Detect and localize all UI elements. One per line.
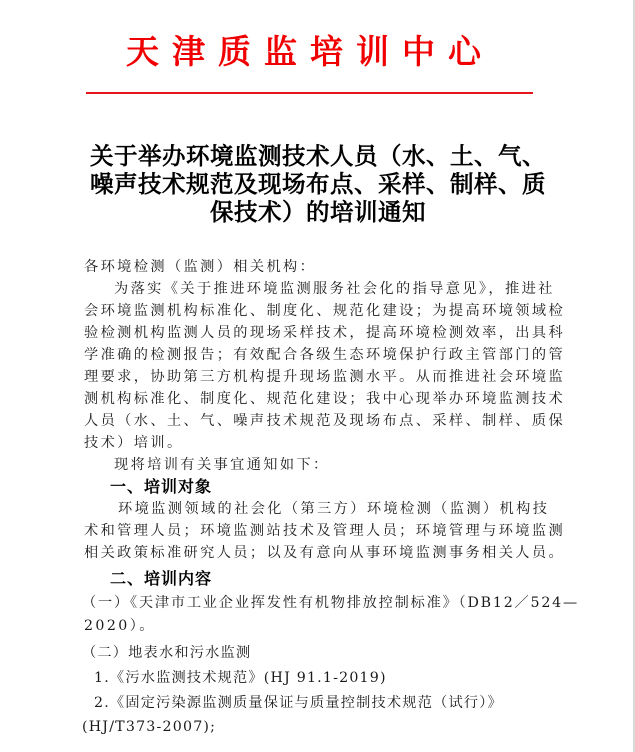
section-heading-content: 二、培训内容 [110,569,213,588]
title-line: 保技术）的培训通知 [210,198,426,226]
content-item-1-cont: 2020）。 [84,618,156,634]
content-sub-item-2: 2.《固定污染源监测质量保证与质量控制技术规范（试行）》 [94,695,503,711]
intro-line: 人员（水、土、气、噪声技术规范及现场布点、采样、制样、质保 [84,413,566,429]
intro-line: 为落实《关于推进环境监测服务社会化的指导意见》，推进社 [114,281,555,297]
content-sub-item-2-cont: (HJ/T373-2007); [82,719,217,735]
intro-line: 技术）培训。 [84,435,184,451]
intro-line: 学准确的检测报告；有效配合各级生态环境保护行政主管部门的管 [84,347,566,363]
title-line: 噪声技术规范及现场布点、采样、制样、质 [90,170,546,198]
intro-line: 会环境监测机构标准化、制度化、规范化建设；为提高环境领域检 [84,303,566,319]
content-item-2: （二）地表水和污水监测 [82,645,252,661]
notice-line: 现将培训有关事宜通知如下： [114,457,330,473]
organization-header: 天津质监培训中心 [126,32,494,71]
audience-line: 环境监测领域的社会化（第三方）环境检测（监测）机构技 [118,501,550,517]
section-heading-audience: 一、培训对象 [110,477,213,496]
red-divider [86,92,533,94]
intro-line: 测机构标准化、制度化、规范化建设；我中心现举办环境监测技术 [84,391,566,407]
content-item-1: （一）《天津市工业企业挥发性有机物排放控制标准》（DB12／524— [82,595,579,611]
document-title [62,142,574,226]
salutation: 各环境检测（监测）相关机构： [84,259,317,275]
content-sub-item-1: 1.《污水监测技术规范》(HJ 91.1-2019) [94,670,387,686]
intro-line: 理要求，协助第三方机构提升现场监测水平。从而推进社会环境监 [84,369,566,385]
audience-line: 相关政策标准研究人员；以及有意向从事环境监测事务相关人员。 [84,545,566,561]
title-line: 关于举办环境监测技术人员（水、土、气、 [90,142,546,170]
intro-line: 验检测机构监测人员的现场采样技术，提高环境检测效率，出具科 [84,325,566,341]
audience-line: 术和管理人员；环境监测站技术及管理人员；环境管理与环境监测 [84,523,566,539]
